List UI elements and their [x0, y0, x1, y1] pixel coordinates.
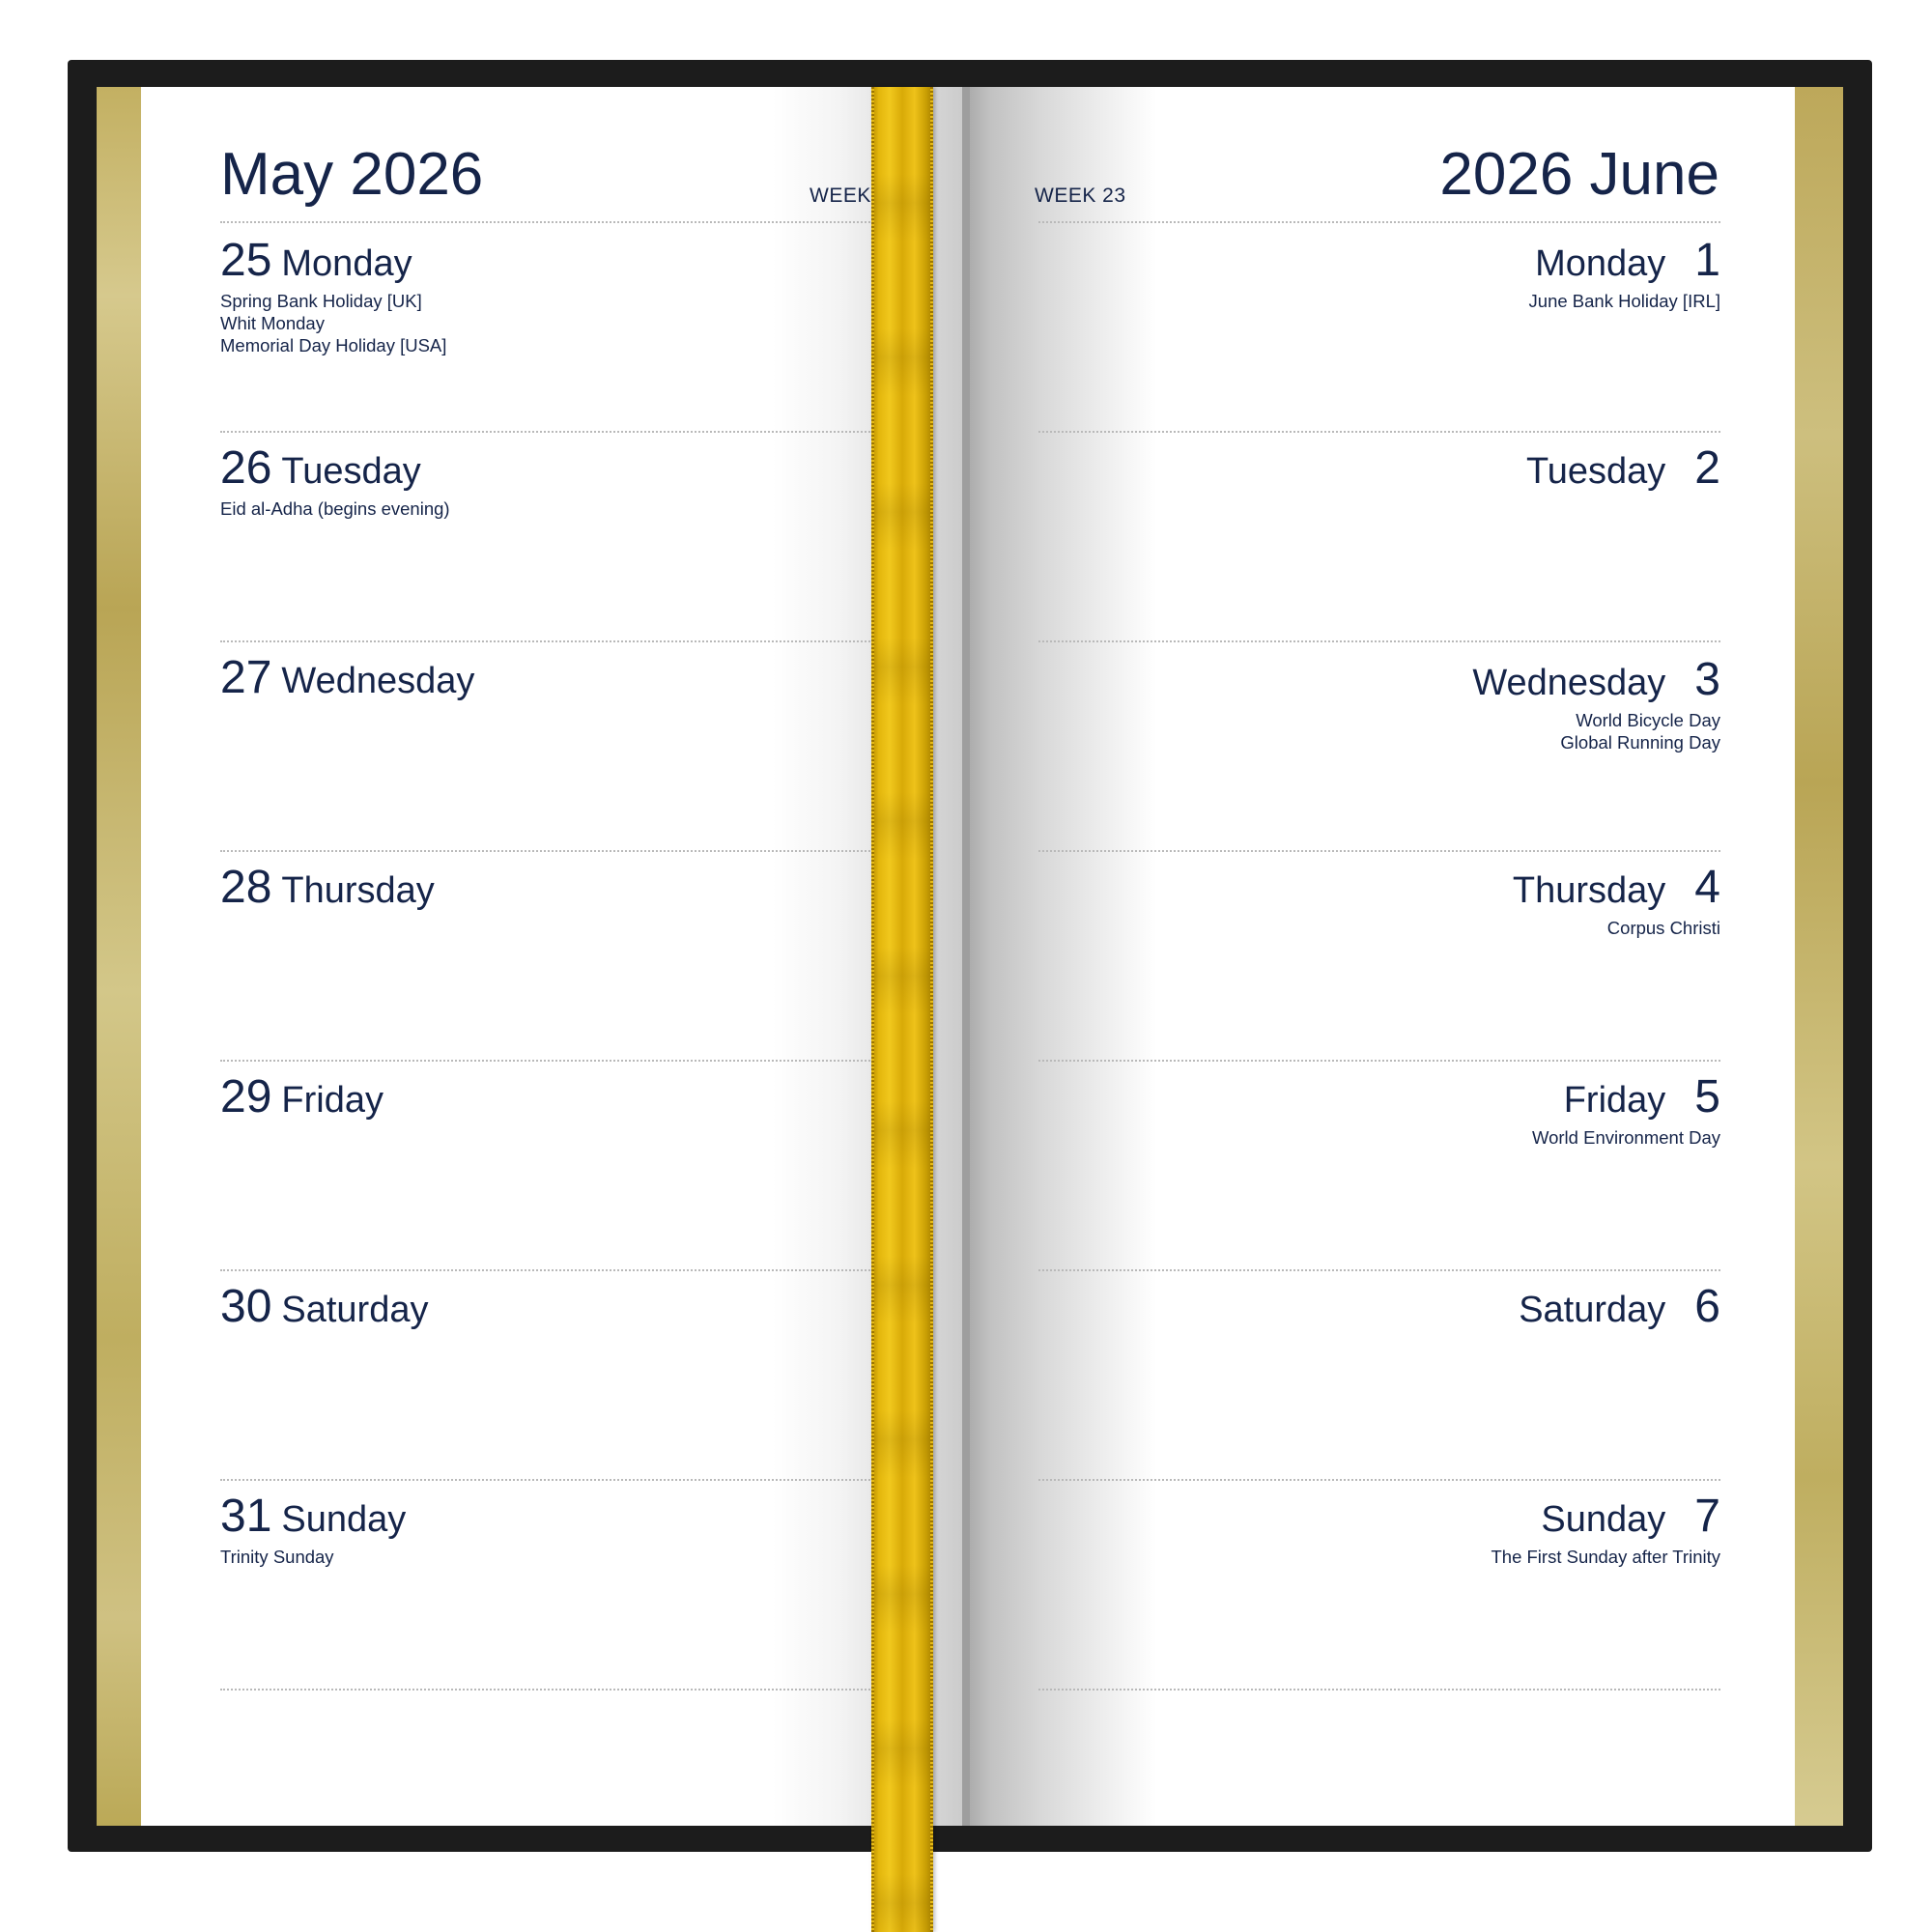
gilded-page-edge-left: [97, 87, 143, 1826]
day-name: Monday: [281, 243, 412, 284]
divider-rule: [220, 640, 873, 642]
divider-rule: [1038, 1479, 1720, 1481]
day-name: Friday: [1563, 1080, 1666, 1121]
holiday-note: Whit Monday: [220, 313, 325, 333]
day-entry-june-4[interactable]: [1053, 862, 1720, 939]
day-name: Saturday: [1519, 1290, 1666, 1330]
day-entry-may-29[interactable]: [220, 1071, 858, 1122]
day-name: Monday: [1535, 243, 1666, 284]
holiday-note: Global Running Day: [1560, 732, 1720, 753]
divider-rule: [220, 1479, 873, 1481]
day-number: 31: [220, 1491, 272, 1542]
day-entry-may-30[interactable]: [220, 1281, 858, 1332]
ribbon-bookmark[interactable]: [871, 87, 933, 1932]
day-number: 6: [1694, 1281, 1720, 1332]
day-name: Thursday: [281, 870, 435, 911]
day-name: Wednesday: [281, 661, 475, 701]
day-entry-may-26[interactable]: [220, 442, 858, 520]
holiday-note: Eid al-Adha (begins evening): [220, 498, 450, 519]
day-number: 29: [220, 1071, 272, 1122]
holiday-note: The First Sunday after Trinity: [1491, 1547, 1720, 1567]
ribbon-stitch-edge: [930, 87, 933, 1932]
day-name: Tuesday: [1525, 451, 1666, 492]
holiday-note: Corpus Christi: [1606, 918, 1720, 938]
day-number: 25: [220, 235, 272, 286]
day-name: Sunday: [1541, 1499, 1666, 1540]
right-week-label: WEEK 23: [1035, 185, 1126, 207]
divider-rule: [1038, 431, 1720, 433]
divider-rule: [1038, 1269, 1720, 1271]
day-entry-june-2[interactable]: [1053, 442, 1720, 494]
divider-rule: [220, 1060, 873, 1062]
day-number: 5: [1694, 1071, 1720, 1122]
divider-rule: [1038, 1689, 1720, 1690]
day-name: Sunday: [281, 1499, 407, 1540]
day-entry-june-3[interactable]: [1053, 654, 1720, 753]
book-gutter: [962, 87, 970, 1826]
holiday-note: Memorial Day Holiday [USA]: [220, 335, 447, 355]
day-number: 26: [220, 442, 272, 494]
divider-rule: [220, 850, 873, 852]
holiday-note: World Environment Day: [1531, 1127, 1720, 1148]
day-name: Tuesday: [281, 451, 421, 492]
divider-rule: [220, 431, 873, 433]
holiday-note: World Bicycle Day: [1576, 710, 1720, 730]
right-month-title: 2026 June: [1439, 141, 1719, 208]
left-week-label: WEEK: [810, 185, 871, 207]
day-name: Wednesday: [1472, 663, 1666, 703]
ribbon-stitch-edge: [871, 87, 874, 1932]
day-entry-june-7[interactable]: [1053, 1493, 1720, 1568]
left-month-title: May 2026: [220, 141, 484, 208]
divider-rule: [1038, 221, 1720, 223]
divider-rule: [220, 221, 873, 223]
day-entry-june-1[interactable]: [1053, 235, 1720, 312]
divider-rule: [1038, 640, 1720, 642]
day-number: 28: [220, 862, 272, 913]
day-entry-june-6[interactable]: [1053, 1281, 1720, 1332]
day-number: 2: [1694, 442, 1720, 494]
holiday-note: Trinity Sunday: [220, 1547, 334, 1567]
day-number: 30: [220, 1281, 272, 1332]
day-entry-may-25[interactable]: [220, 235, 858, 356]
day-number: 7: [1694, 1491, 1720, 1542]
day-number: 4: [1694, 862, 1720, 913]
day-number: 1: [1694, 235, 1720, 286]
day-number: 27: [220, 652, 272, 703]
gilded-page-edge-right: [1795, 87, 1843, 1826]
day-name: Friday: [281, 1080, 384, 1121]
divider-rule: [1038, 850, 1720, 852]
day-entry-may-28[interactable]: [220, 862, 858, 913]
holiday-note: Spring Bank Holiday [UK]: [220, 291, 422, 311]
day-entry-may-27[interactable]: [220, 652, 858, 703]
day-name: Thursday: [1512, 870, 1666, 911]
day-name: Saturday: [281, 1290, 429, 1330]
divider-rule: [220, 1269, 873, 1271]
divider-rule: [1038, 1060, 1720, 1062]
day-entry-june-5[interactable]: [1053, 1071, 1720, 1149]
day-entry-may-31[interactable]: [220, 1493, 858, 1568]
day-number: 3: [1694, 654, 1720, 705]
holiday-note: June Bank Holiday [IRL]: [1528, 291, 1720, 311]
divider-rule: [220, 1689, 873, 1690]
